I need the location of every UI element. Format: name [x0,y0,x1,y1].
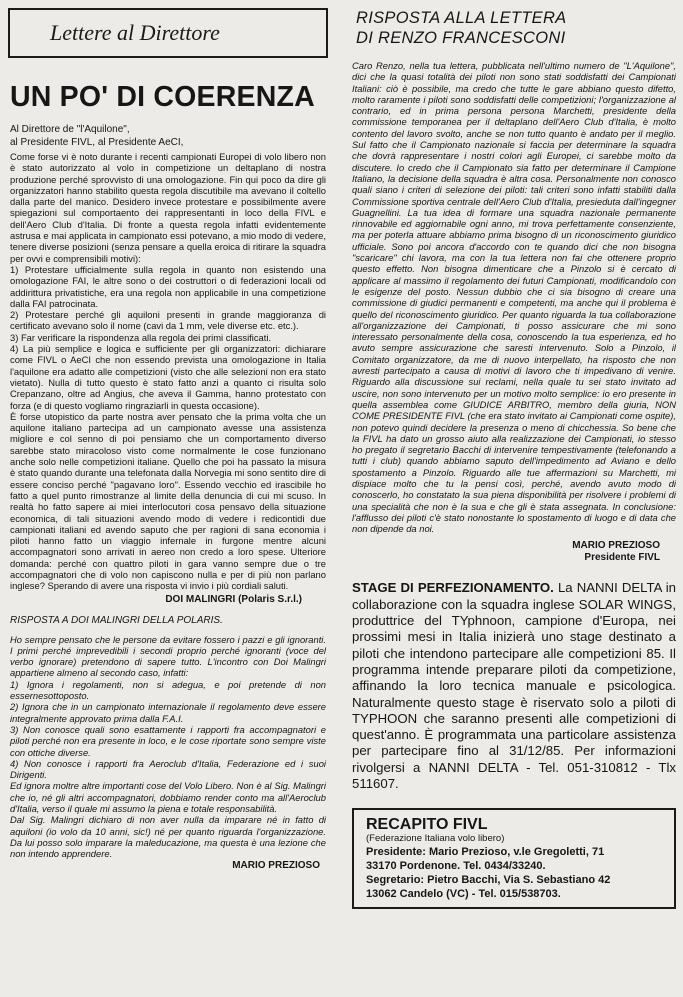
right-letter-body [352,60,676,534]
reply-paragraph: 3) Non conosce quali sono esattamente i rapporti fra accompagnatori e piloti perché non era presente in loco, e le cose riportate sono sempre viste con ottiche diverse. [10,723,326,758]
reply-paragraph: 1) Ignora i regolamenti, non si adegua, e poi pretende di non essernesottoposto. [10,678,326,702]
section-header-box [8,8,328,58]
recapito-subtitle: (Federazione Italiana volo libero) [366,833,505,845]
stage-notice [352,580,676,792]
reply-body [10,634,326,860]
recapito-line: 13062 Candelo (VC) - Tel. 015/538703. [366,887,561,900]
recapito-line: 33170 Pordenone. Tel. 0434/33240. [366,860,546,873]
reply-title: RISPOSTA A DOI MALINGRI DELLA POLARIS. [10,614,223,626]
recapito-line: Segretario: Pietro Bacchi, Via S. Sebastiano 42 [366,873,611,886]
letter-paragraph: 2) Protestare perché gli aquiloni presenti in grande maggioranza di certificato avevano solo il nome (cavi da 1 mm, vele diverse etc. etc.). [10,309,326,332]
headline: UN PO' DI COERENZA [10,81,315,113]
recapito-box [352,808,676,908]
address-line: al Presidente FIVL, al Presidente AeCI, [10,136,184,148]
right-signature [352,540,676,564]
letter-signature: DOI MALINGRI (Polaris S.r.l.) [165,593,302,605]
stage-heading: STAGE DI PERFEZIONAMENTO. [352,580,554,596]
reply-paragraph: 2) Ignora che in un campionato internazionale il regolamento deve essere integralmente approvato prima dalla F.A.I. [10,701,326,724]
letter-paragraph: È forse utopistico da parte nostra aver pensato che la prima volta che un aquilone italiano partecipa ad un campionato avesse una assistenza migliore e col senno di poi pensiamo che un comportamento diverso sarebbe stato miracoloso visto come normalmente le cose funzionano anche solo nelle competizioni italiane. Quello che poi ha passato la misura è stato quando durante una telefonata dalla Norvegia mi sono sentito dire di essere conciso perché "pagavano loro". Essendo vecchio ed irascibile ho fatto a quel punto rimostranze al limite della denuncia di cui mi scuso. In realtà ho fatto sapere ai miei interlocutori cosa pensavo della situazione economica, di tali situazioni avendo modo di vedere i redicontidi due campionati italiani ed avendo saputo che per ragioni di sana economia i piloti hanno fatto un viaggio infernale in furgone mentre alcuni accompagnatori sono arrivati in aereo non credo a loro spese. Ulteriore domanda: perché con quattro piloti in gara vanno sempre due o tre accompagnatori che di volo non capiscono nulla e per di più non parlano inglese? Sperando di avere una risposta vi invio i più cordiali saluti. [10,410,326,592]
letter-body [10,151,326,592]
reply-paragraph: 4) Non conosce i rapporti fra Aeroclub d'Italia, Federazione ed i suoi Dirigenti. [10,757,326,781]
right-paragraph: Caro Renzo, nella tua lettera, pubblicata nell'ultimo numero de "L'Aquilone", dici che la quasi totalità dei piloti non sono stati soddisfatti dei Campionati Italiani: ciò è possibile, ma credo che tutte le gare abbiano questo difetto, molto raramente i piloti sono soddisfatti delle competizioni; l'organizzazione al contrario, ed in prima persona persona Marchetti, presidente della commissione temporanea per il deltaplano dell'Aero Club d'Italia, è molto contento del lavoro svolto, anche se non tutto quanto è andato per il meglio. Sul fatto che il Campionato nazionale si faccia per determinare la squadra che dovrà rappresentare i nostri colori agli Europei, ci sarebbe molto da discutere. Io credo che il Campionato sia fatto per determinare il Campione Italiano, la decisione della squadra è altra cosa. Personalmente non conosco quali siano i criteri di selezione dei piloti: tali criteri sono infatti stabiliti dalla Commissione sportiva centrale dell'Aero Club d'Italia, presieduta dall'ingegner Guagnellini. La tua idea di formare una squadra nazionale permanente rinnovabile ed aggiornabile ogni anno, mi trova perfettamente consenziente, ma per poterla attuare abbiamo prima bisogno di un riconoscimento giuridico ufficiale. Sono poi ancora d'accordo con te quando dici che non bisogna "scaricare" chi lavora, ma con la tua lettera non fai che ottenere proprio questo effetto. Non bisogna dimenticare che a Pinzolo si è cercato di applicare al massimo il regolamento dei futuri Campionati, modificandolo con le esigenze del posto. Nessun dubbio che ci sia bisogno di creare una commissione di giudici permanenti e competenti, ma anche qui il problema è quello del riconoscimento giuridico. Per quanto riguarda la tua collaborazione all'organizzazione dei Campionati, ti posso assicurare che mi sono interessato personalmente della cosa, conoscendo la tua esperienza, ed ho avuto sempre assicurazione che saresti intervenuto. Solo a Pinzolo, il Comitato organizzatore, da me di nuovo interpellato, ha risposto che non avresti partecipato a causa di motivi di lavoro che ti impedivano di venire. Riguardo alla discussione sui reclami, nella quale tu sei stato invitato ad uscire, non sono intervenuto per un motivo molto semplice: io ero presente in quella assemblea come GIUDICE ARBITRO, membro della giuria, NON COME PRESIDENTE FIVL (che era stato invitato ai Campionati come ospite), non potevo quindi decidere la presenza o meno di chicchessia. So bene che la FIVL ha dato un grosso aiuto alla realizzazione dei Campionati, io stesso ho pregato il segretario Bacchi di intervenire tempestivamente (telefonando a tutti i club) quando abbiamo saputo dell'impedimento ad Aviano e dello spostamento a Pinzolo. Riguardo alle tue affermazioni su Marchetti, mi dispiace molto che tu la pensi così, perché, avendo avuto modo di conoscerlo, ho constatato la sua piena disponibilità per risolvere i problemi di una specialità che non è la sua e che gli è stata assegnata. In conclusione: l'afflusso dei piloti c'è stato nonostante lo spostamento di luogo e di data che non dipende da noi. [352,60,676,535]
recapito-title: RECAPITO FIVL [366,816,488,834]
reply-paragraph: Ho sempre pensato che le persone da evitare fossero i pazzi e gli ignoranti. I primi perché imprevedibili i secondi proprio perché ignoranti (voce del verbo ignorare) pretendono di sapere tutto. L'incontro con Doi Malingri appartiene almeno al secondo caso, infatti: [10,633,326,679]
right-title-line: RISPOSTA ALLA LETTERA [356,9,567,27]
right-column [352,8,676,909]
right-title [356,8,676,48]
section-label: Lettere al Direttore [50,20,220,45]
left-column [8,8,328,871]
reply-paragraph: Ed ignora moltre altre importanti cose del Volo Libero. Non è al Sig. Malingri che io, né gli altri accompagnatori, dobbiamo render conto ma all'Aeroclub d'Italia, verso il quale mi assumo la piena e totale responsabilità. [10,780,326,815]
signature-name: MARIO PREZIOSO [572,540,660,552]
letter-paragraph: 3) Far verificare la rispondenza alla regola dei primi classificati. [10,331,272,343]
stage-text: La NANNI DELTA in collaborazione con la squadra inglese SOLAR WINGS, produttrice del TYphnoon, campione d'Europa, nei prossimi mesi in Italia inizierà uno stage destinato a piloti che intendono partecipare alle competizioni 85. Il programma intende preparare piloti da competizione, affinando la loro tecnica manuale e psicologica. Naturalmente questo stage è riservato solo a piloti di TYPHOON che saranno presenti alle competizioni di quest'anno. È programmata una particolare assistenza per partecipare fino al 31/12/85. Per informazioni rivolgersi a NANNI DELTA - Tel. 051-310812 - Tlx 511607. [352,580,676,792]
recapito-line: Presidente: Mario Prezioso, v.le Gregoletti, 71 [366,846,605,859]
right-title-line: DI RENZO FRANCESCONI [356,29,566,47]
letter-paragraph: 1) Protestare ufficialmente sulla regola in quanto non esistendo una omologazione FAI, le altre sono o dei costruttori o di federazioni locali od addirittura privatistiche, era una regola non applicabile in una competizione dalla FAI patrocinata. [10,263,326,309]
letter-address [10,124,328,149]
address-line: Al Direttore de "l'Aquilone", [10,124,130,135]
letter-paragraph: 4) La più semplice e logica e sufficiente per gli organizzatori: dichiarare come FIVL o AeCI che non essendo prevista una omologazione in Italia l'aquilone era adatto alle competizioni (visto che alle selezioni non era stato vietato). Nulla di tutto questo è stato fatto anzi a quanto ci risulta solo Crepanzano, oltre ad Angius, che aveva il Gamma, hanno protestato con forza (e di questo vogliamo ringraziarli in questa occasione). [10,343,326,411]
reply-signature: MARIO PREZIOSO [232,859,320,871]
reply-paragraph: Dal Sig. Malingri dichiaro di non aver nulla da imparare né in fatto di aquiloni (io volo da 10 anni, sic!) né per quanto riguarda l'organizzazione. Da lui posso solo imparare la maleducazione, ma questa è una lezione che non intendo apprendere. [10,814,326,860]
letter-paragraph: Come forse vi è noto durante i recenti campionati Europei di volo libero non è stato autorizzato al volo in competizione un deltaplano di nostra produzione perché sprovvisto di una omologazione. Fin qui poco da dire gli organizzatori hanno stabilito questa regola discutibile ma avevano il coltello dalla parte del manico. Desidero invece protestare e possibilmente avere spiegazioni sul comportaento dei rappresentanti in loco della FIVL e dell'Aero Club d'Italia. Di fronte a questa regola infatti evidentemente astrusa e mai applicata in campionato essi potevano, a mio modo di vedere, tenere diverse posizioni (senza pensare a quella eroica di ritirare la squadra per ovvi e comprensibili motivi): [10,151,326,264]
signature-role: Presidente FIVL [584,552,660,564]
